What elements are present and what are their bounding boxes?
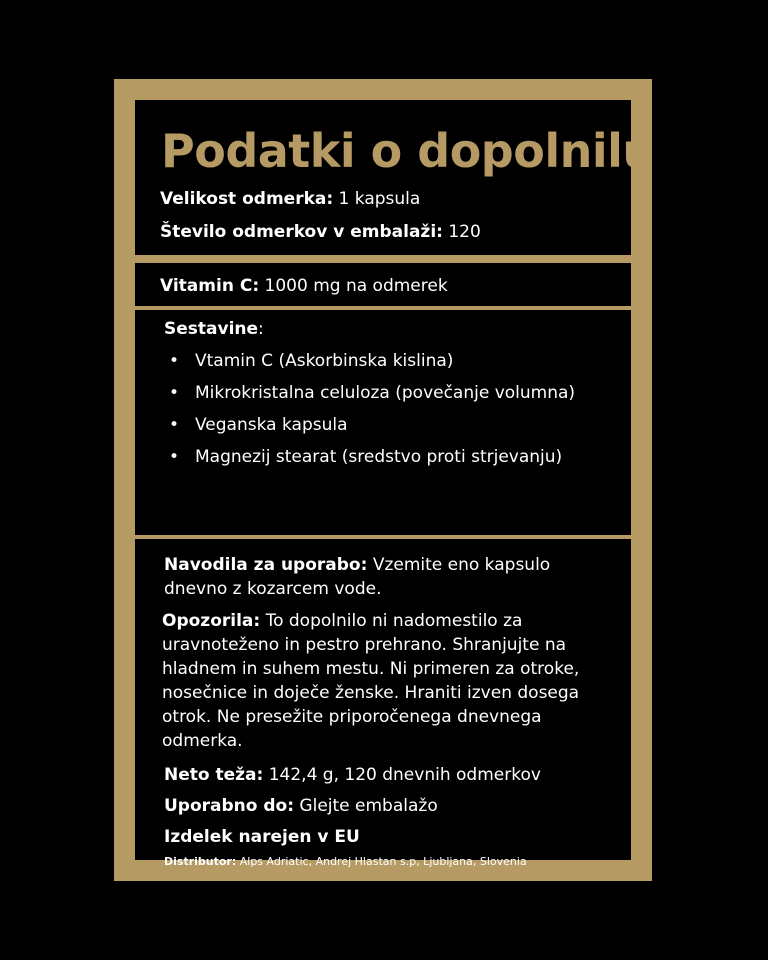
list-item [169,446,575,478]
servings-count-label: Število odmerkov v embalaži: [160,222,443,242]
bullet-icon: • [169,351,180,371]
panel-content [135,100,655,868]
ingredients-heading [164,318,264,340]
list-item [169,350,575,382]
vitamin-c-label: Vitamin C: [160,276,260,296]
ingredient-text: Magnezij stearat (sredstvo proti strjevanju) [195,447,563,467]
distributor-label: Distributor: [164,855,237,868]
bullet-icon: • [169,447,180,467]
usage-value: Vzemite eno kapsulo dnevno z kozarcem vode. [164,555,551,599]
ingredients-colon: : [258,319,264,339]
vitamin-c-value: 1000 mg na odmerek [259,276,448,296]
distributor-value: Alps Adriatic, Andrej Hlastan s.p, Ljubljana, Slovenia [236,855,527,868]
net-weight-label: Neto teža: [164,765,264,785]
ingredient-text: Mikrokristalna celuloza (povečanje volumna) [195,383,576,403]
warnings-label: Opozorila: [162,611,261,631]
ingredients-list [169,350,575,478]
vitamin-c-row [160,275,448,297]
net-weight-value: 142,4 g, 120 dnevnih odmerkov [263,765,541,785]
list-item [169,414,575,446]
warnings-value: To dopolnilo ni nadomestilo za uravnoteženo in pestro prehrano. Shranjujte na hladnem in suhem mestu. Ni primeren za otroke, nosečnice in doječe ženske. Hraniti izven dosega otrok. Ne presežite priporočenega dnevnega odmerka. [162,611,580,751]
serving-size-label: Velikost odmerka: [160,189,334,209]
thick-divider [135,255,631,263]
usage-label: Navodila za uporabo: [164,555,368,575]
divider [135,535,631,539]
best-before-label: Uporabno do: [164,796,295,816]
bullet-icon: • [169,383,180,403]
usage-instructions [164,553,604,601]
serving-size [160,188,420,210]
supplement-facts-panel [114,79,655,881]
panel-title: Podatki o dopolnilu [161,124,655,178]
ingredient-text: Vtamin C (Askorbinska kislina) [195,351,454,371]
list-item [169,382,575,414]
divider [135,306,631,310]
servings-count-value: 120 [442,222,481,242]
serving-size-value: 1 kapsula [333,189,421,209]
servings-per-container [160,221,481,243]
best-before [164,795,438,817]
ingredient-text: Veganska kapsula [195,415,348,435]
warnings [162,609,602,753]
distributor [164,855,527,869]
bullet-icon: • [169,415,180,435]
made-in-eu: Izdelek narejen v EU [164,827,360,847]
net-weight [164,764,541,786]
best-before-value: Glejte embalažo [294,796,438,816]
ingredients-label: Sestavine [164,319,259,339]
